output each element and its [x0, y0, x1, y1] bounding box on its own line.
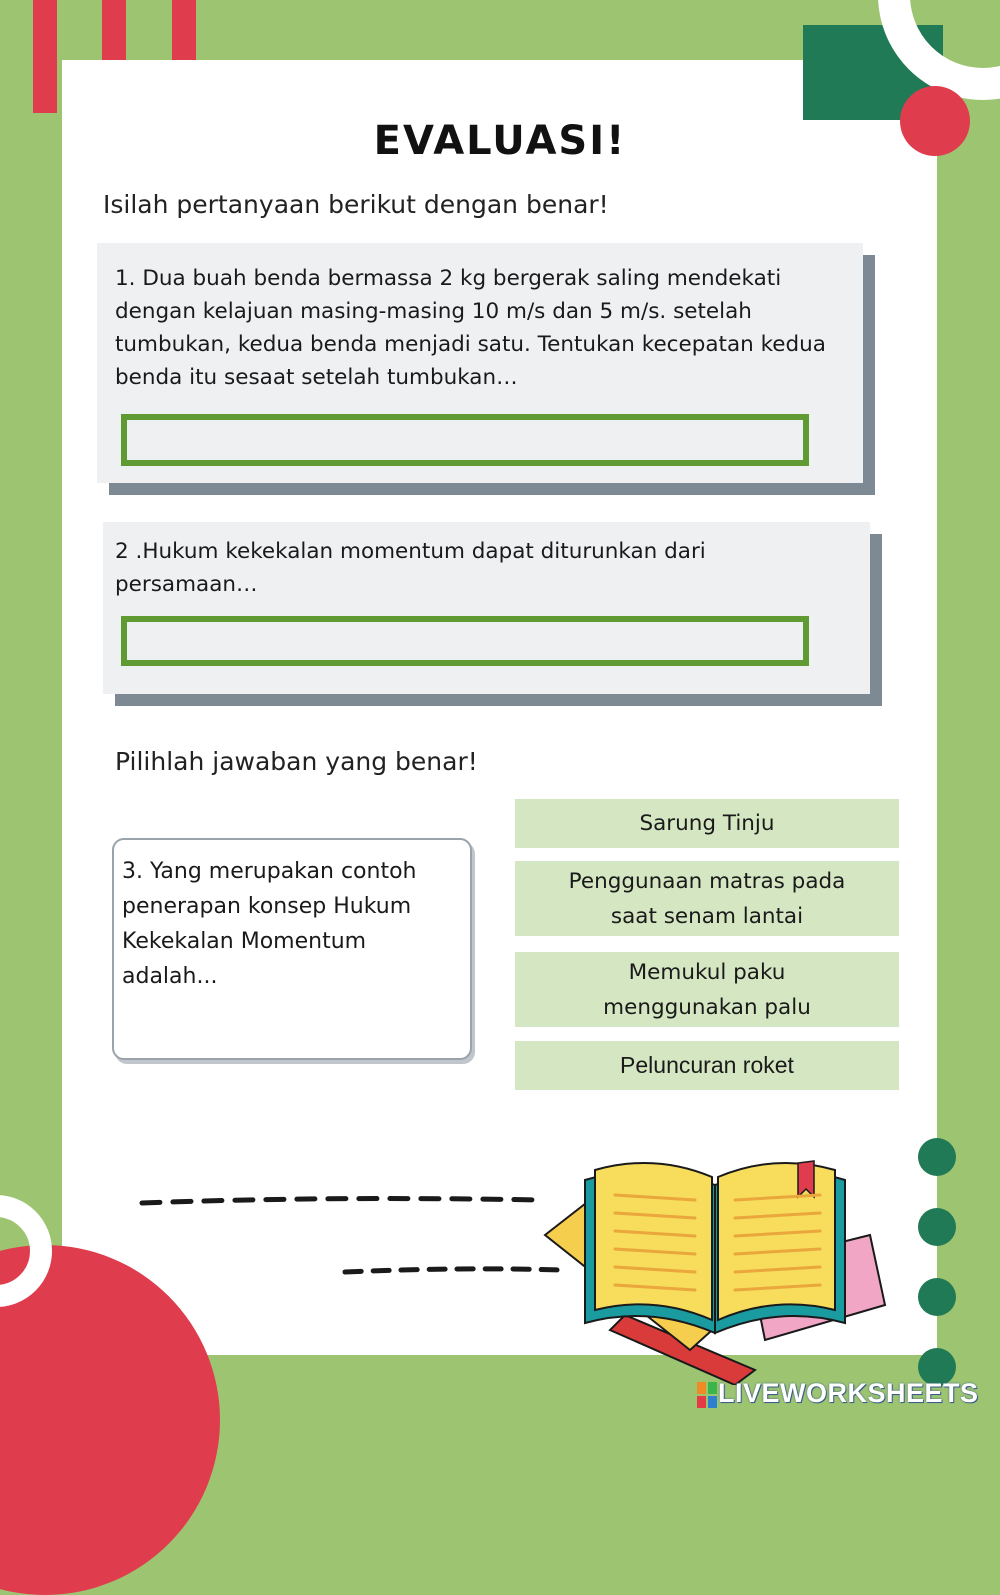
question-1-answer-input[interactable]	[121, 414, 809, 466]
brand-name: LIVEWORKSHEETS	[718, 1378, 979, 1408]
page-title: EVALUASI!	[373, 118, 627, 164]
red-stripe	[33, 0, 57, 113]
green-dot	[918, 1208, 956, 1246]
open-book-illustration	[540, 1155, 890, 1385]
question-2-answer-input[interactable]	[121, 616, 809, 666]
green-dot	[918, 1138, 956, 1176]
question-1-text: 1. Dua buah benda bermassa 2 kg bergerak saling mendekati dengan kelajuan masing-masing 10 m/s dan 5 m/s. setelah tumbukan, kedua benda menjadi satu. Tentukan kecepatan kedua benda itu sesaat setelah tumbukan…	[115, 266, 826, 390]
option-label: Penggunaan matras pada saat senam lantai	[568, 868, 846, 929]
liveworksheets-logo-icon	[697, 1382, 717, 1408]
question-2-text: 2 .Hukum kekekalan momentum dapat diturunkan dari persamaan…	[115, 539, 706, 597]
question-3-text: 3. Yang merupakan contoh penerapan konsep Hukum Kekekalan Momentum adalah...	[122, 859, 417, 989]
option-sarung-tinju[interactable]	[515, 799, 899, 848]
choice-instruction: Pilihlah jawaban yang benar!	[115, 747, 478, 776]
option-label: Peluncuran roket	[620, 1052, 794, 1078]
option-memukul-paku[interactable]	[515, 952, 899, 1027]
option-peluncuran-roket[interactable]	[515, 1041, 899, 1090]
option-label: Sarung Tinju	[639, 811, 775, 836]
essay-instruction: Isilah pertanyaan berikut dengan benar!	[103, 190, 609, 219]
option-matras[interactable]	[515, 861, 899, 936]
question-3-card	[112, 838, 472, 1060]
option-label: Memukul paku menggunakan palu	[603, 959, 811, 1020]
green-dot	[918, 1278, 956, 1316]
